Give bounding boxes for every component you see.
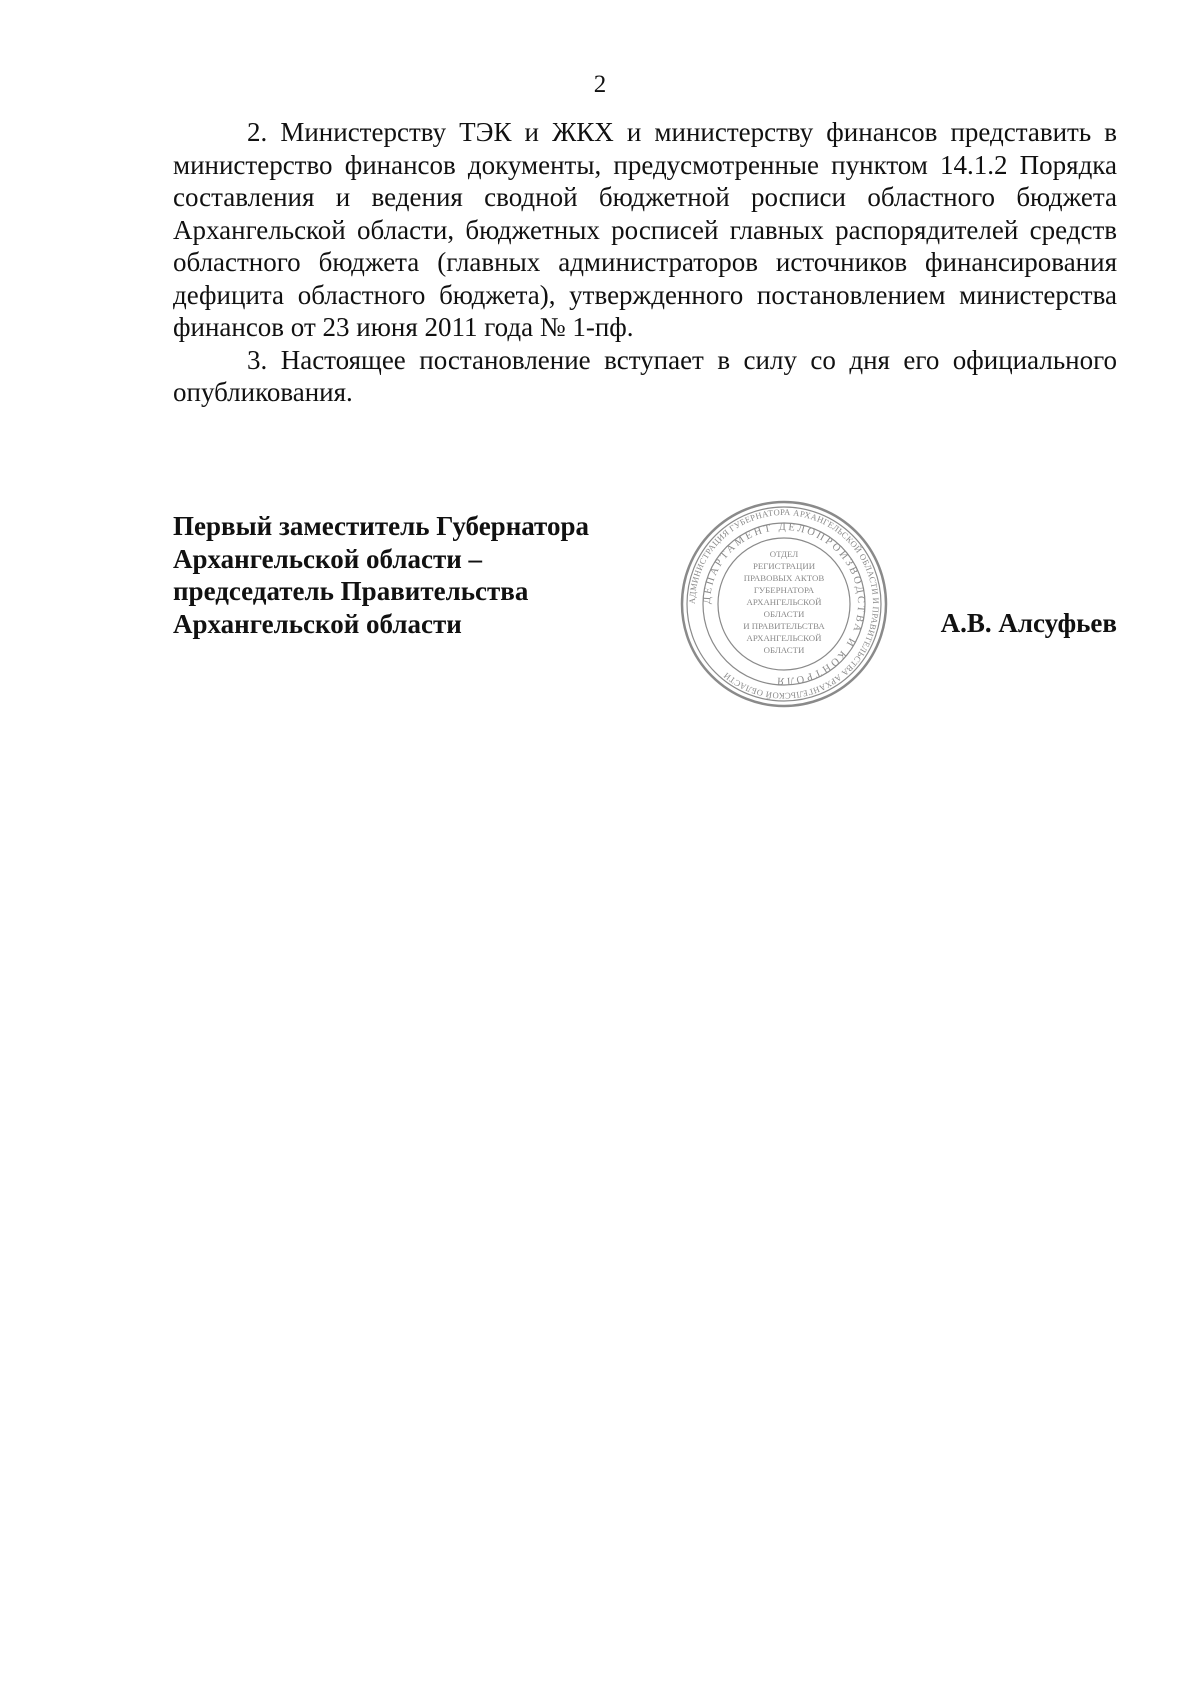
seal-center-line: АРХАНГЕЛЬСКОЙ bbox=[746, 633, 822, 643]
seal-center-line: ПРАВОВЫХ АКТОВ bbox=[743, 573, 825, 583]
seal-center-line: ОБЛАСТИ bbox=[763, 645, 805, 655]
seal-inner-ring-text: ДЕПАРТАМЕНТ ДЕЛОПРОИЗВОДСТВА И КОНТРОЛЯ bbox=[701, 521, 867, 687]
signer-title-line: Архангельской области – bbox=[173, 543, 483, 574]
seal-ring-text: АДМИНИСТРАЦИЯ ГУБЕРНАТОРА АРХАНГЕЛЬСКОЙ ОБЛАСТИ И ПРАВИТЕЛЬСТВА АРХАНГЕЛЬСКОЙ ОБЛАСТИ bbox=[686, 506, 882, 702]
seal-center-line: РЕГИСТРАЦИИ bbox=[752, 561, 816, 571]
seal-center-line: АРХАНГЕЛЬСКОЙ bbox=[746, 597, 822, 607]
official-seal bbox=[678, 498, 890, 710]
signer-title bbox=[173, 510, 589, 640]
signature-block bbox=[173, 506, 1117, 710]
seal-center-line: ГУБЕРНАТОРА bbox=[753, 585, 815, 595]
seal-center-line: И ПРАВИТЕЛЬСТВА bbox=[743, 621, 825, 631]
page-number: 2 bbox=[593, 71, 607, 98]
seal-center-line: ОТДЕЛ bbox=[769, 549, 799, 559]
signer-title-line: Архангельской области bbox=[173, 608, 462, 639]
paragraph-3: 3. Настоящее постановление вступает в силу со дня его официального опубликования. bbox=[173, 344, 1117, 407]
signer-title-line: председатель Правительства bbox=[173, 576, 529, 606]
signer-title-line: Первый заместитель Губернатора bbox=[173, 511, 589, 541]
document-body bbox=[173, 116, 1117, 409]
paragraph-2: 2. Министерству ТЭК и ЖКХ и министерству финансов представить в министерство финансов документы, предусмотренные пунктом 14.1.2 Порядка составления и ведения сводной бюджетной росписи областного бюджета Архангельской области, бюджетных росписей главных распорядителей средств областного бюджета (главных администраторов источников финансирования дефицита областного бюджета), утвержденного постановлением министерства финансов от 23 июня 2011 года № 1-пф. bbox=[173, 117, 1117, 342]
signer-name: А.В. Алсуфьев bbox=[940, 608, 1117, 638]
seal-center-line: ОБЛАСТИ bbox=[763, 609, 805, 619]
